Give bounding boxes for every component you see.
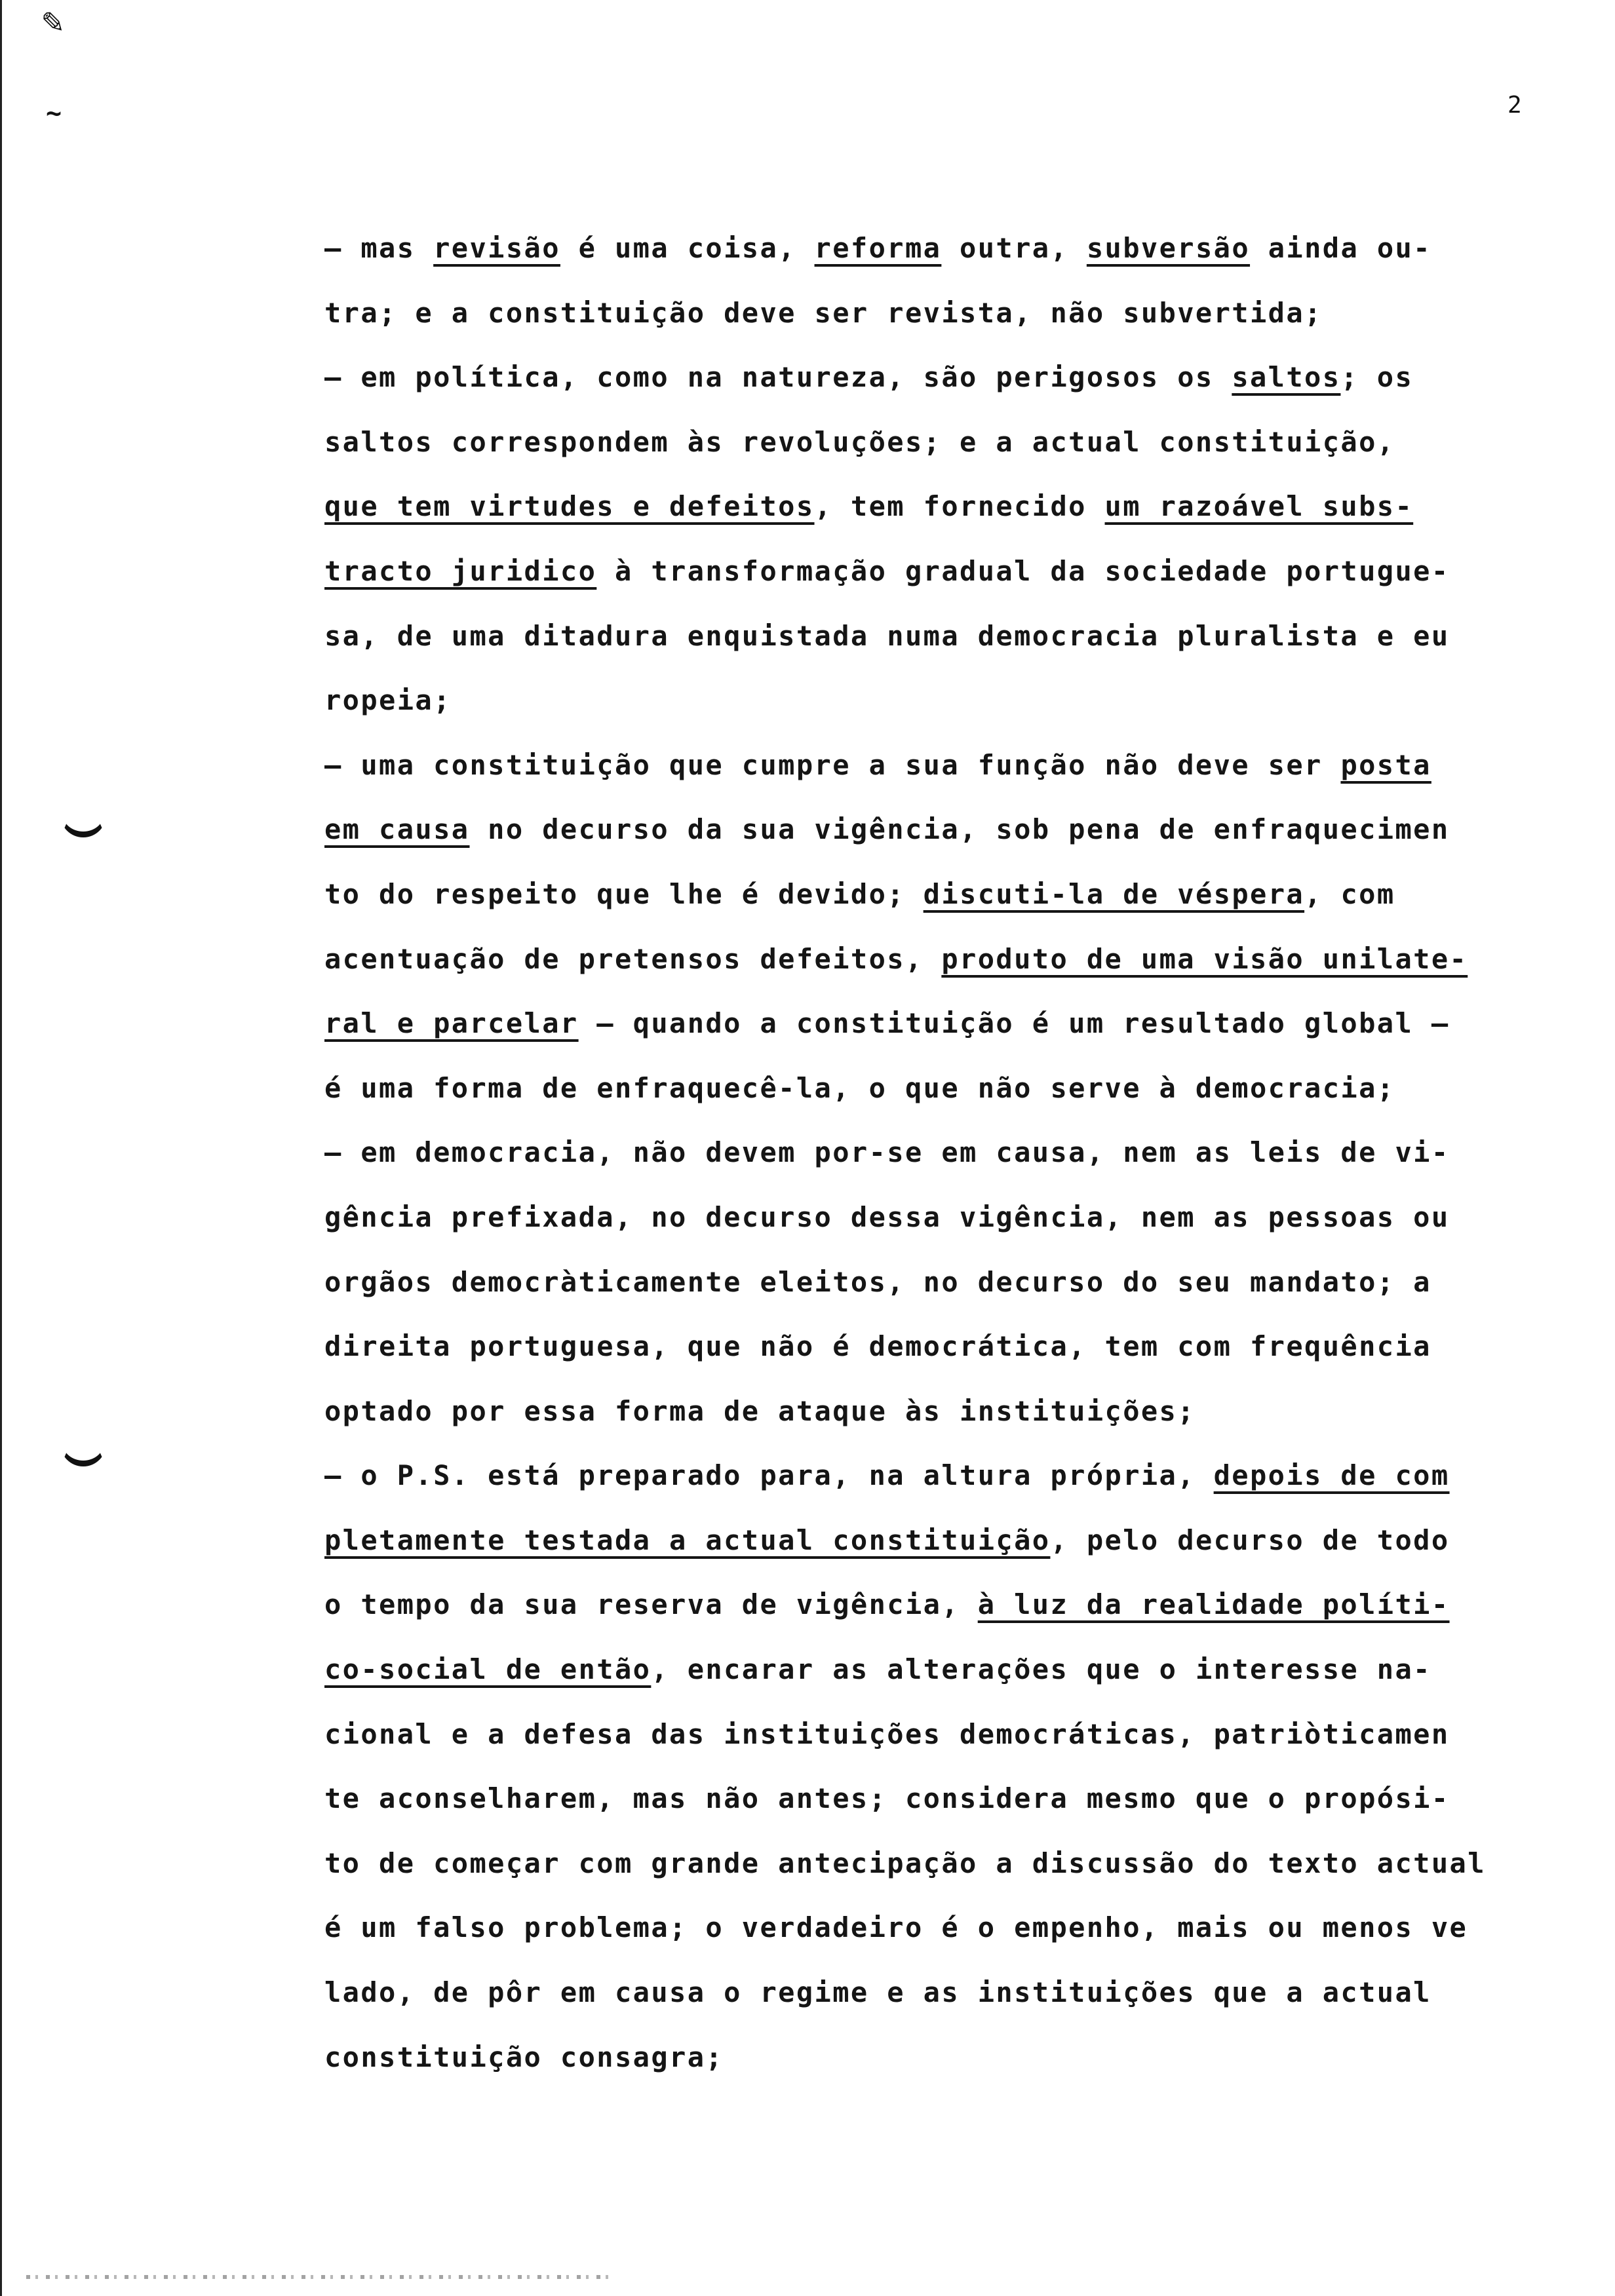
text-segment: , tem fornecido	[814, 490, 1105, 523]
text-segment: – uma constituição que cumpre a sua função não deve ser	[324, 748, 1341, 781]
text-line	[324, 1767, 1557, 1831]
text-segment: é um falso problema; o verdadeiro é o empenho, mais ou menos ve	[324, 1911, 1468, 1944]
text-line	[324, 1120, 1557, 1185]
text-line	[324, 862, 1557, 927]
text-line	[324, 604, 1557, 669]
text-segment: constituição consagra;	[324, 2040, 724, 2073]
document-body	[324, 216, 1557, 2090]
underlined-phrase: que tem virtudes e defeitos	[324, 490, 815, 523]
text-line	[324, 1444, 1557, 1508]
underlined-phrase: à luz da realidade políti-	[977, 1588, 1450, 1621]
text-line	[324, 1056, 1557, 1121]
text-segment: saltos correspondem às revoluções; e a actual constituição,	[324, 425, 1395, 458]
text-segment: – quando a constituição é um resultado global –	[578, 1007, 1450, 1040]
text-line	[324, 410, 1557, 475]
text-line	[324, 991, 1557, 1056]
text-line	[324, 474, 1557, 539]
text-segment: é uma forma de enfraquecê-la, o que não serve à democracia;	[324, 1071, 1395, 1104]
text-segment: , encarar as alterações que o interesse na-	[651, 1653, 1431, 1686]
underlined-phrase: saltos	[1232, 361, 1341, 394]
punch-hole-mark-upper	[60, 809, 106, 837]
text-segment: te aconselharem, mas não antes; considera mesmo que o propósi-	[324, 1782, 1450, 1815]
text-segment: , com	[1304, 877, 1395, 910]
text-line	[324, 281, 1557, 346]
text-line	[324, 2025, 1557, 2090]
text-segment: à transformação gradual da sociedade portugue-	[596, 554, 1450, 587]
underlined-phrase: tracto juridico	[324, 554, 597, 587]
underlined-phrase: subversão	[1086, 232, 1251, 264]
text-line	[324, 1185, 1557, 1250]
text-segment: to de começar com grande antecipação a discussão do texto actual	[324, 1846, 1486, 1879]
scan-left-edge	[0, 0, 2, 2296]
text-line	[324, 216, 1557, 281]
text-segment: lado, de pôr em causa o regime e as instituições que a actual	[324, 1976, 1431, 2009]
text-segment: no decurso da sua vigência, sob pena de enfraquecimen	[469, 813, 1450, 846]
text-segment: – em democracia, não devem por-se em causa, nem as leis de vi-	[324, 1136, 1450, 1169]
corner-mark-top: ✎	[42, 0, 64, 41]
text-line	[324, 733, 1557, 798]
underlined-phrase: discuti-la de véspera	[923, 877, 1305, 910]
scan-bottom-noise	[26, 2275, 616, 2279]
underlined-phrase: depois de com	[1213, 1459, 1450, 1492]
text-segment: é uma coisa,	[560, 232, 815, 264]
underlined-phrase: reforma	[814, 232, 942, 264]
text-line	[324, 1379, 1557, 1444]
text-segment: – mas	[324, 232, 434, 264]
text-line	[324, 1314, 1557, 1379]
text-line	[324, 1961, 1557, 2025]
text-segment: – o P.S. está preparado para, na altura própria,	[324, 1459, 1214, 1492]
text-line	[324, 1637, 1557, 1702]
text-line	[324, 1573, 1557, 1637]
underlined-phrase: produto de uma visão unilate-	[941, 942, 1468, 975]
text-segment: cional e a defesa das instituições democráticas, patriòticamen	[324, 1717, 1450, 1750]
text-segment: – em política, como na natureza, são perigosos os	[324, 361, 1232, 394]
text-line	[324, 1250, 1557, 1315]
underlined-phrase: posta	[1340, 748, 1431, 781]
text-line	[324, 345, 1557, 410]
page-number: 2	[1508, 92, 1522, 119]
text-line	[324, 1702, 1557, 1767]
text-line	[324, 797, 1557, 862]
underlined-phrase: ral e parcelar	[324, 1007, 579, 1040]
underlined-phrase: um razoável subs-	[1104, 490, 1414, 523]
text-segment: gência prefixada, no decurso dessa vigência, nem as pessoas ou	[324, 1200, 1450, 1233]
text-line	[324, 927, 1557, 992]
text-segment: o tempo da sua reserva de vigência,	[324, 1588, 978, 1621]
underlined-phrase: co-social de então	[324, 1653, 652, 1686]
underlined-phrase: pletamente testada a actual constituição	[324, 1523, 1051, 1556]
text-segment: ainda ou-	[1250, 232, 1431, 264]
punch-hole-mark-lower	[60, 1438, 106, 1466]
text-line	[324, 668, 1557, 733]
underlined-phrase: revisão	[433, 232, 560, 264]
text-segment: direita portuguesa, que não é democrática, tem com frequência	[324, 1330, 1431, 1363]
text-segment: ropeia;	[324, 684, 452, 717]
text-segment: tra; e a constituição deve ser revista, não subvertida;	[324, 296, 1323, 329]
text-segment: ; os	[1340, 361, 1414, 394]
text-segment: acentuação de pretensos defeitos,	[324, 942, 942, 975]
text-segment: sa, de uma ditadura enquistada numa democracia pluralista e eu	[324, 619, 1450, 652]
text-segment: to do respeito que lhe é devido;	[324, 877, 924, 910]
text-line	[324, 1896, 1557, 1961]
text-line	[324, 1831, 1557, 1896]
text-segment: outra,	[941, 232, 1087, 264]
text-segment: , pelo decurso de todo	[1050, 1523, 1450, 1556]
text-segment: optado por essa forma de ataque às instituições;	[324, 1394, 1196, 1427]
text-segment: orgãos democràticamente eleitos, no decurso do seu mandato; a	[324, 1265, 1431, 1298]
underlined-phrase: em causa	[324, 813, 470, 846]
corner-mark-lower: ~	[46, 98, 62, 128]
text-line	[324, 539, 1557, 604]
text-line	[324, 1508, 1557, 1573]
